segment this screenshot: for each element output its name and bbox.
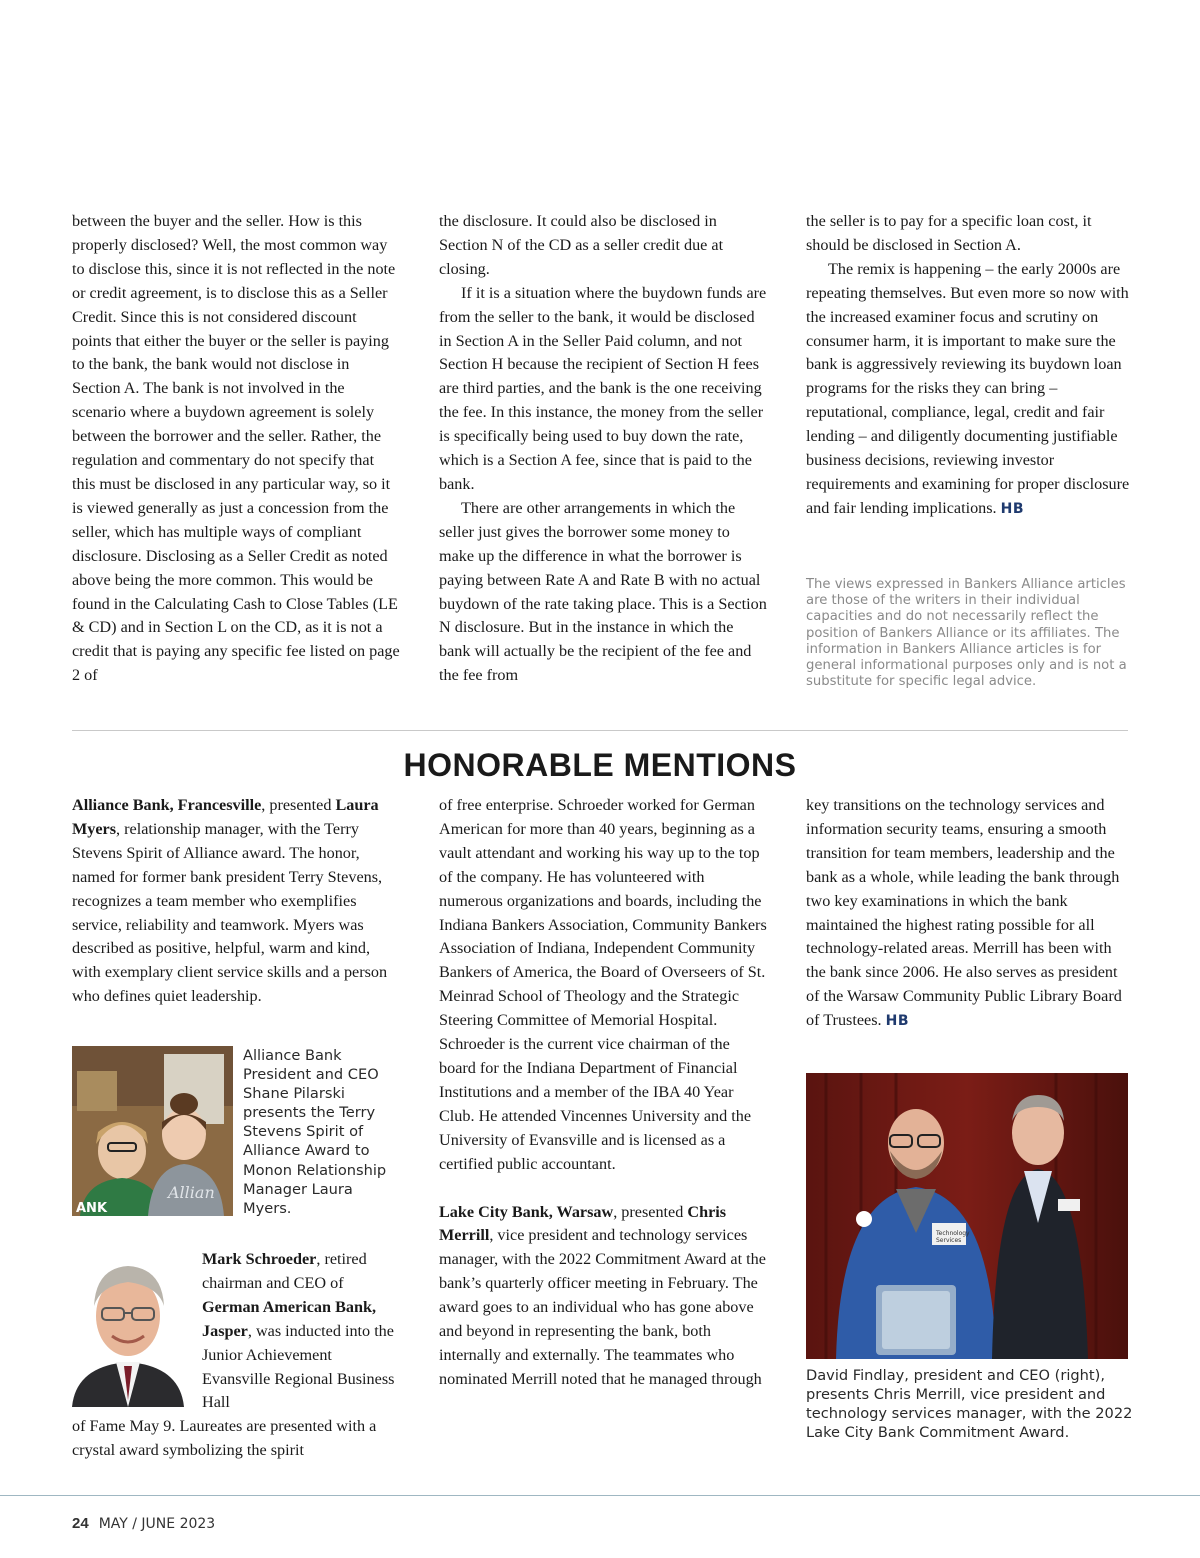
section-divider — [72, 730, 1128, 731]
article-paragraph: If it is a situation where the buydown funds are from the seller to the bank, it would be disclosed in Section A in the Seller Paid column, and not Section H because the recipient of Section H fees are third parties, and the bank is the one receiving the fee. In this instance, the money from the seller is specifically being used to buy down the rate, which is a Section A fee, since that is paid to the bank. — [439, 283, 767, 493]
schroeder-portrait-photo — [72, 1250, 184, 1407]
lake-city-photo-caption: David Findlay, president and CEO (right), presents Chris Merrill, vice president and technology services manager, with the 2022 Lake City Bank Commitment Award. — [806, 1367, 1133, 1442]
footer-divider — [0, 1495, 1200, 1496]
mentions-column-1 — [72, 794, 400, 1009]
article-paragraph: There are other arrangements in which the seller just gives the borrower some money to make up the difference in what the borrower is paying between Rate A and Rate B with no actual buydown of the rate taking place. This is a Section N disclosure. But in the instance in which the bank will actually be the recipient of the fee and the fee from — [439, 498, 767, 685]
hb-end-mark: HB — [885, 1013, 909, 1030]
schroeder-paragraph-tail: of Fame May 9. Laureates are presented with a crystal award symbolizing the spirit — [72, 1417, 377, 1459]
mentions-column-2 — [439, 794, 767, 1392]
disclaimer-text: The views expressed in Bankers Alliance articles are those of the writers in their individual capacities and do not necessarily reflect the position of Bankers Alliance or its affiliates. The information in Bankers Alliance articles is for general informational purposes only and is not a substitute for specific legal advice. — [806, 577, 1127, 690]
hb-end-mark: HB — [1000, 500, 1025, 517]
lake-city-paragraph: Lake City Bank, Warsaw, presented Chris Merrill, vice president and technology services manager, with the 2022 Commitment Award at the bank’s quarterly officer meeting in February. The award goes to an individual who has gone above and beyond in representing the bank, both internally and externally. The teammates who nominated Merrill noted that he managed through — [439, 1202, 766, 1388]
svg-text:ANK: ANK — [76, 1201, 108, 1216]
section-heading: HONORABLE MENTIONS — [403, 747, 797, 783]
lake-city-paragraph-continued: key transitions on the technology services and information security teams, ensuring a smooth transition for team members, leadership and the bank as a whole, while leading the bank through two key examinations in which the bank maintained the highest rating possible for all technology-related areas. Merrill has been with the bank since 2006. He also serves as president of the Warsaw Community Public Library Board of Trustees. HB — [806, 796, 1122, 1030]
article-column-2 — [439, 210, 767, 688]
schroeder-paragraph-continued: of free enterprise. Schroeder worked for German American for more than 40 years, beginning as a vault attendant and working his way up to the top of the company. He has volunteered with numerous organizations and boards, including the Indiana Bankers Association, Community Bankers Association of Indiana, Independent Community Bankers of America, the Board of Overseers of St. Meinrad School of Theology and the Strategic Steering Committee of Memorial Hospital. Schroeder is the current vice chairman of the board for the Indiana Department of Financial Institutions and a member of the IBA 40 Year Club. He attended Vincennes University and the University of Evansville and is licensed as a certified public accountant. — [439, 796, 767, 1173]
alliance-paragraph: Alliance Bank, Francesville, presented Laura Myers, relationship manager, with the Terry Stevens Spirit of Alliance award. The honor, named for former bank president Terry Stevens, recognizes a team member who exemplifies service, reliability and teamwork. Myers was described as positive, helpful, warm and kind, with exemplary client service skills and a person who defines quiet leadership. — [72, 796, 388, 1006]
alliance-award-photo — [72, 1046, 233, 1216]
svg-text:Allian: Allian — [168, 1183, 215, 1202]
issue-date: MAY / JUNE 2023 — [98, 1516, 216, 1532]
article-paragraph: The remix is happening – the early 2000s are repeating themselves. But even more so now with the increased examiner focus and scrutiny on consumer harm, it is important to make sure the bank is aggressively reviewing its buydown loan programs for the risks they can bring – reputational, compliance, legal, credit and fair lending – and diligently documenting justifiable business decisions, reviewing investor requirements and examining for proper disclosure and fair lending implications. HB — [806, 259, 1130, 517]
mentions-column-3 — [806, 794, 1134, 1034]
article-paragraph: the seller is to pay for a specific loan cost, it should be disclosed in Section A. — [806, 212, 1092, 254]
page-footer — [72, 1515, 215, 1532]
article-column-1 — [72, 210, 400, 688]
svg-text:Services: Services — [936, 1237, 962, 1244]
lake-city-award-photo — [806, 1073, 1128, 1359]
alliance-photo-caption: Alliance Bank President and CEO Shane Pilarski presents the Terry Stevens Spirit of Alliance Award to Monon Relationship Manager Laura Myers. — [243, 1047, 387, 1217]
article-paragraph: between the buyer and the seller. How is this properly disclosed? Well, the most common way to disclose this, since it is not reflected in the note or credit agreement, is to disclose this as a Seller Credit. Since this is not considered discount points that either the buyer or the seller is paying to the bank, the bank would not disclose in Section A. The bank is not involved in the scenario where a buydown agreement is solely between the borrower and the seller. Rather, the regulation and commentary do not specify that this must be disclosed in any particular way, so it is viewed generally as just a concession from the seller, which has multiple ways of compliant disclosure. Disclosing as a Seller Credit as noted above being the more common. This would be found in the Calculating Cash to Close Tables (LE & CD) and in Section L on the CD, as it is not a credit that is paying any specific fee listed on page 2 of — [72, 212, 400, 685]
article-paragraph: the disclosure. It could also be disclosed in Section N of the CD as a seller credit due at closing. — [439, 212, 724, 278]
article-column-3 — [806, 210, 1134, 522]
schroeder-paragraph-lead: Mark Schroeder, retired chairman and CEO of German American Bank, Jasper, was inducted into the Junior Achievement Evansville Regional Business Hall — [202, 1250, 395, 1412]
page-number: 24 — [72, 1515, 89, 1532]
svg-text:Technology: Technology — [936, 1230, 970, 1237]
